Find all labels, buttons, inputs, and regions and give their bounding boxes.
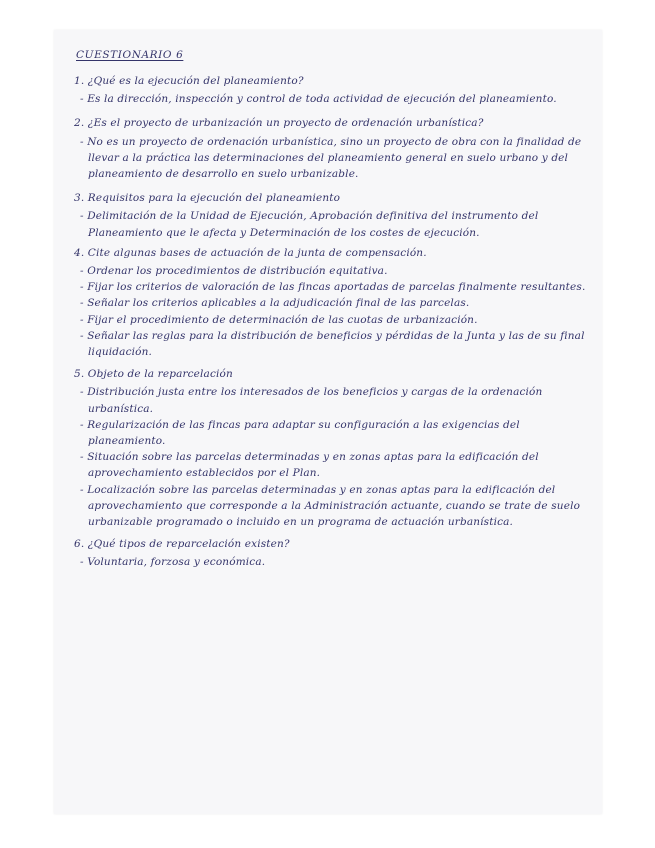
handwritten-page (54, 30, 602, 814)
answer-item: - Fijar el procedimiento de determinación de las cuotas de urbanización. (74, 312, 594, 328)
question-text: 5. Objeto de la reparcelación (74, 368, 233, 381)
question-text: 1. ¿Qué es la ejecución del planeamiento? (74, 75, 304, 87)
answer-list (74, 134, 594, 183)
questionnaire (74, 73, 594, 571)
answer-item: - Es la dirección, inspección y control de toda actividad de ejecución del planeamiento. (74, 91, 594, 107)
answer-item: - Delimitación de la Unidad de Ejecución, Aprobación definitiva del instrumento del Planeamiento que le afecta y Determinación de los costes de ejecución. (74, 208, 594, 240)
answer-list (74, 263, 594, 360)
answer-item: - Distribución justa entre los interesados de los beneficios y cargas de la ordenación urbanística. (74, 384, 594, 416)
answer-list (74, 91, 594, 107)
question-text: 2. ¿Es el proyecto de urbanización un proyecto de ordenación urbanística? (74, 117, 484, 130)
answer-item: - Regularización de las fincas para adaptar su configuración a las exigencias del planeamiento. (74, 417, 594, 449)
question-text: 4. Cite algunas bases de actuación de la junta de compensación. (74, 246, 427, 259)
answer-item: - Fijar los criterios de valoración de las fincas aportadas de parcelas finalmente resultantes. (74, 279, 594, 295)
answer-item: - Localización sobre las parcelas determinadas y en zonas aptas para la edificación del aprovechamiento que corresponde a la Administración actuante, cuando se trate de suelo urbanizable programado o incluido en un programa de actuación urbanística. (74, 482, 594, 531)
answer-item: - Señalar los criterios aplicables a la adjudicación final de las parcelas. (74, 295, 594, 311)
question-block-5 (74, 366, 594, 530)
page-title: CUESTIONARIO 6 (76, 49, 184, 61)
answer-list (74, 384, 594, 530)
answer-list (74, 554, 594, 570)
answer-item: - Señalar las reglas para la distribución de beneficios y pérdidas de la Junta y las de su final liquidación. (74, 328, 594, 360)
answer-item: - Situación sobre las parcelas determinadas y en zonas aptas para la edificación del aprovechamiento establecidos por el Plan. (74, 449, 594, 481)
question-block-3 (74, 190, 594, 241)
answer-item: - No es un proyecto de ordenación urbanística, sino un proyecto de obra con la finalidad de llevar a la práctica las determinaciones del planeamiento general en suelo urbano y del planeamiento de desarrollo en suelo urbanizable. (74, 134, 594, 183)
question-block-6 (74, 536, 594, 570)
question-text: 6. ¿Qué tipos de reparcelación existen? (74, 538, 290, 551)
question-block-1 (74, 73, 594, 107)
answer-list (74, 208, 594, 240)
question-block-4 (74, 245, 594, 360)
answer-item: - Voluntaria, forzosa y económica. (74, 554, 594, 570)
question-block-2 (74, 115, 594, 182)
answer-item: - Ordenar los procedimientos de distribución equitativa. (74, 263, 594, 279)
question-text: 3. Requisitos para la ejecución del planeamiento (74, 192, 341, 205)
